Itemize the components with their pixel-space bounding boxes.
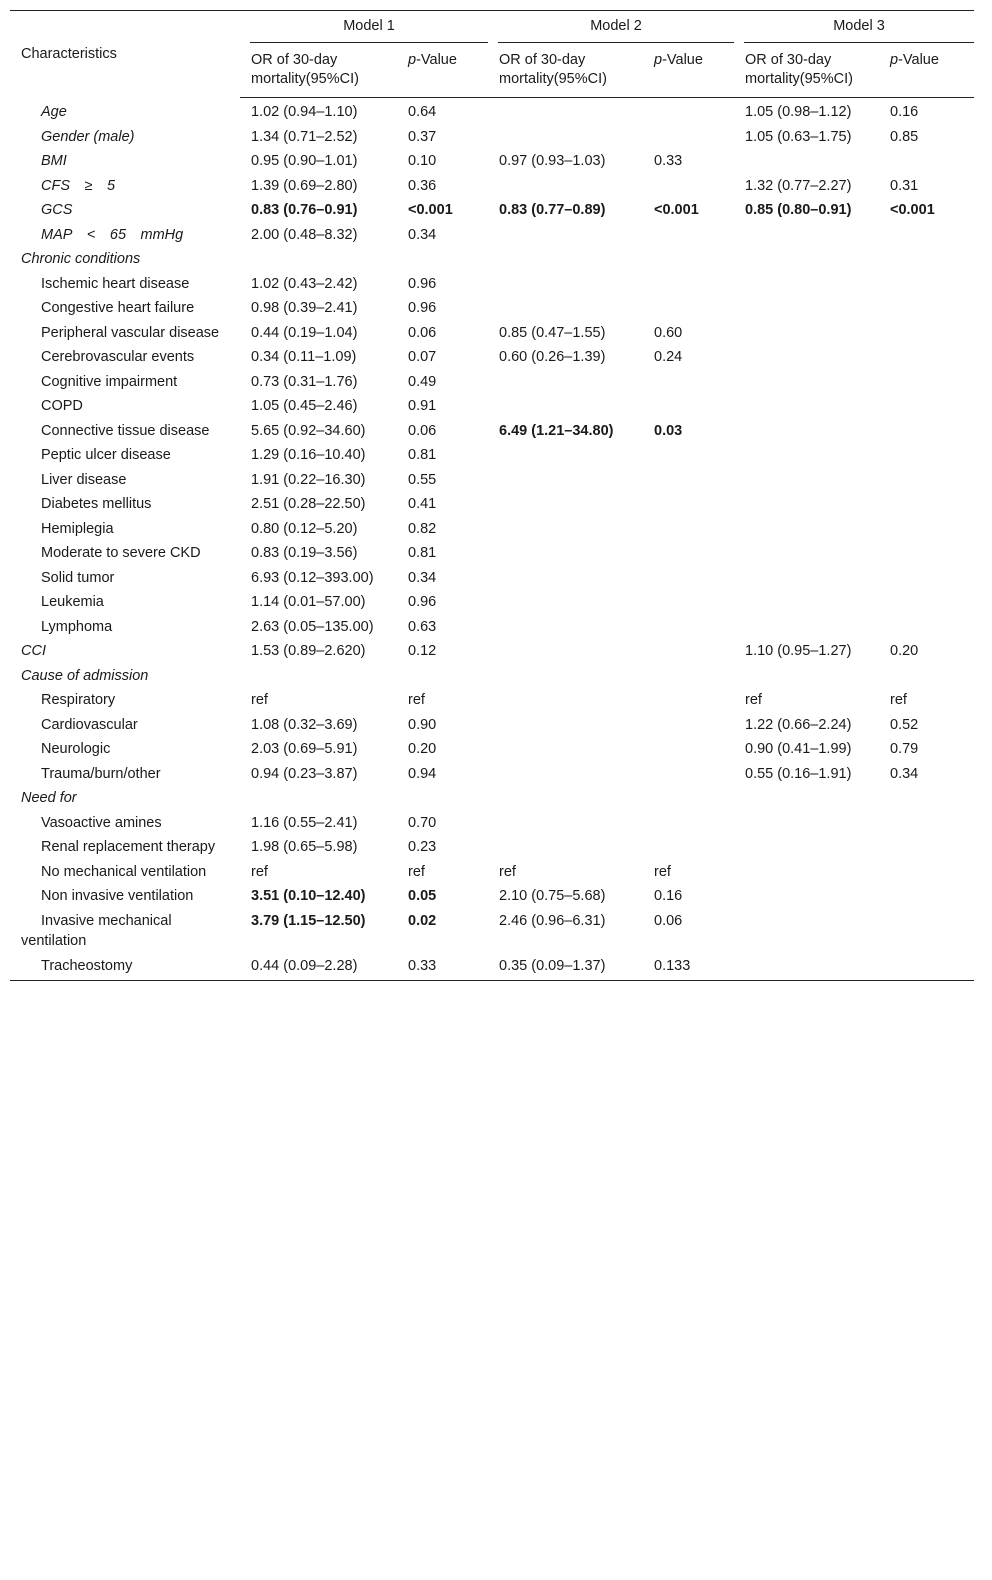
model-1-or-cell: 2.63 (0.05–135.00) (251, 618, 374, 635)
model-2-or-cell (488, 515, 643, 540)
model-2-or-cell (488, 613, 643, 638)
model-1-or-cell: 3.79 (1.15–12.50) (251, 912, 366, 929)
model-1-p-cell: 0.82 (408, 520, 437, 537)
model-2-or-cell (488, 98, 643, 123)
model-3-p-header: p-Value (879, 43, 974, 98)
model-3-or-cell (734, 809, 879, 834)
model-2-or-cell (488, 123, 643, 148)
model-1-p-cell: 0.91 (408, 398, 437, 414)
model-1-or-cell: 0.44 (0.19–1.04) (251, 324, 358, 341)
model-2-p-cell (643, 123, 734, 148)
model-3-or-cell: 1.05 (0.63–1.75) (745, 128, 852, 145)
row-label: Gender (male) (41, 128, 135, 145)
model-1-or-cell: 0.98 (0.39–2.41) (251, 300, 358, 316)
table-row (10, 613, 974, 638)
table-row (10, 172, 974, 197)
model-1-or-cell: 0.94 (0.23–3.87) (251, 765, 358, 782)
table-row (10, 564, 974, 589)
model-2-p-cell (643, 490, 734, 515)
model-1-or-cell: 1.05 (0.45–2.46) (251, 398, 358, 414)
table-row (10, 882, 974, 907)
model-3-or-cell: 1.22 (0.66–2.24) (745, 716, 852, 733)
model-3-p-cell (879, 147, 974, 172)
model-3-p-cell (879, 539, 974, 564)
table-row (10, 392, 974, 417)
row-label: Chronic conditions (21, 251, 141, 267)
model-2-or-cell: 0.35 (0.09–1.37) (488, 952, 643, 981)
model-3-or-cell (734, 907, 879, 952)
model-1-or-cell: 1.08 (0.32–3.69) (251, 716, 358, 733)
model-2-p-cell (643, 221, 734, 246)
model-1-p-cell: 0.90 (408, 716, 437, 733)
model-3-or-cell: 0.55 (0.16–1.91) (745, 765, 852, 782)
model-3-header: Model 3 (734, 11, 974, 44)
model-1-p-cell: 0.96 (408, 275, 437, 292)
row-label: Trauma/burn/other (41, 765, 161, 782)
model-1-p-cell: 0.05 (408, 888, 437, 904)
table-row (10, 98, 974, 123)
model-1-p-cell: 0.96 (408, 594, 437, 610)
model-2-p-cell: 0.33 (654, 153, 683, 169)
model-2-or-cell (488, 466, 643, 491)
model-3-p-cell (879, 319, 974, 344)
model-3-p-cell: 0.79 (890, 741, 919, 757)
model-3-or-cell: 1.05 (0.98–1.12) (745, 104, 852, 120)
row-label: Leukemia (41, 594, 104, 610)
model-2-p-cell (643, 613, 734, 638)
row-label: Peripheral vascular disease (41, 324, 220, 341)
model-2-p-cell (643, 809, 734, 834)
model-2-p-cell (643, 294, 734, 319)
model-3-or-cell (734, 343, 879, 368)
model-1-p-cell: 0.07 (408, 349, 437, 365)
model-3-or-header: OR of 30-day mortality(95%CI) (734, 43, 879, 98)
model-2-or-cell (488, 539, 643, 564)
model-2-p-cell (643, 515, 734, 540)
model-3-p-cell: 0.85 (890, 128, 919, 145)
model-1-p-cell: 0.06 (408, 422, 437, 439)
row-label: Neurologic (41, 741, 111, 757)
model-3-p-cell: 0.34 (890, 765, 919, 782)
model-1-p-cell: 0.37 (408, 128, 437, 145)
table-row (10, 907, 974, 952)
model-3-or-cell: 1.32 (0.77–2.27) (745, 177, 852, 194)
model-1-p-cell: 0.23 (408, 839, 437, 855)
model-1-or-cell: 6.93 (0.12–393.00) (251, 569, 374, 586)
model-3-or-cell (734, 882, 879, 907)
model-2-or-cell: 0.60 (0.26–1.39) (499, 349, 606, 365)
row-label: Peptic ulcer disease (41, 447, 171, 463)
model-3-or-cell (734, 368, 879, 393)
model-3-or-cell: 1.10 (0.95–1.27) (745, 643, 852, 659)
model-1-or-cell: 2.03 (0.69–5.91) (251, 741, 358, 757)
model-1-p-cell: 0.55 (408, 471, 437, 488)
model-1-or-cell: 1.02 (0.43–2.42) (251, 275, 358, 292)
row-label: No mechanical ventilation (41, 863, 207, 880)
model-3-p-cell (879, 221, 974, 246)
model-1-p-cell: ref (408, 863, 425, 880)
row-label: Liver disease (41, 471, 127, 488)
row-label: Diabetes mellitus (41, 496, 152, 512)
model-3-or-cell: 0.90 (0.41–1.99) (745, 741, 852, 757)
table-row (10, 588, 974, 613)
table-row (10, 147, 974, 172)
model-3-p-cell (879, 294, 974, 319)
model-2-or-cell (488, 686, 643, 711)
model-3-p-cell: 0.52 (890, 716, 919, 733)
row-label: Respiratory (41, 692, 116, 708)
model-2-or-cell: ref (499, 863, 516, 880)
table-row (10, 833, 974, 858)
model-1-or-cell: 0.95 (0.90–1.01) (251, 153, 358, 169)
table-row (10, 858, 974, 883)
model-2-or-cell: 0.97 (0.93–1.03) (499, 153, 606, 169)
model-2-p-cell: 0.60 (654, 324, 683, 341)
model-2-or-cell: 6.49 (1.21–34.80) (499, 422, 614, 439)
model-2-or-cell: 2.46 (0.96–6.31) (499, 912, 606, 929)
model-3-p-cell (879, 515, 974, 540)
model-1-p-cell: 0.49 (408, 373, 437, 390)
model-3-p-cell (879, 441, 974, 466)
results-table-container (10, 10, 974, 981)
model-3-p-cell (879, 833, 974, 858)
model-2-p-cell: <0.001 (654, 202, 699, 218)
model-3-p-cell: 0.20 (890, 643, 919, 659)
model-2-or-cell (488, 294, 643, 319)
row-label: Non invasive ventilation (41, 888, 194, 904)
row-label: MAP < 65 mmHg (41, 226, 184, 243)
model-2-p-cell: ref (654, 863, 671, 880)
table-row (10, 735, 974, 760)
model-2-p-cell (643, 466, 734, 491)
row-label: Cognitive impairment (41, 373, 178, 390)
table-row (10, 490, 974, 515)
odds-ratio-table (10, 10, 974, 981)
table-row (10, 760, 974, 785)
model-1-or-cell: 1.02 (0.94–1.10) (251, 104, 358, 120)
model-2-or-cell (488, 637, 643, 662)
model-2-p-cell: 0.16 (654, 888, 683, 904)
row-label: Renal replacement therapy (41, 839, 216, 855)
table-row (10, 809, 974, 834)
model-3-p-cell (879, 343, 974, 368)
model-2-p-header: p-Value (643, 43, 734, 98)
table-row (10, 441, 974, 466)
model-1-p-cell: <0.001 (408, 202, 453, 218)
model-3-p-cell: <0.001 (890, 202, 935, 218)
row-label: Lymphoma (41, 618, 113, 635)
model-1-p-cell: 0.41 (408, 496, 437, 512)
table-row (10, 123, 974, 148)
model-1-p-cell: 0.36 (408, 177, 437, 194)
model-3-p-cell: ref (890, 692, 907, 708)
model-2-or-cell (488, 711, 643, 736)
model-3-p-cell: 0.31 (890, 177, 919, 194)
model-3-or-cell (734, 613, 879, 638)
model-2-or-cell: 2.10 (0.75–5.68) (499, 888, 606, 904)
model-2-p-cell: 0.133 (643, 952, 734, 981)
table-row (10, 368, 974, 393)
row-label: Cause of admission (21, 667, 149, 684)
model-1-or-cell: 0.34 (0.11–1.09) (251, 349, 357, 365)
model-3-p-cell (879, 882, 974, 907)
model-1-p-cell: 0.02 (408, 912, 437, 929)
model-1-or-cell: 0.73 (0.31–1.76) (251, 373, 358, 390)
model-3-or-cell (734, 564, 879, 589)
model-3-or-cell (734, 221, 879, 246)
model-1-p-cell: 0.06 (408, 324, 437, 341)
model-2-or-cell (488, 564, 643, 589)
table-row (10, 270, 974, 295)
model-2-p-cell (643, 539, 734, 564)
model-2-p-cell (643, 735, 734, 760)
model-3-or-cell: 0.85 (0.80–0.91) (745, 202, 852, 218)
model-3-or-cell (734, 466, 879, 491)
model-2-p-cell (643, 760, 734, 785)
model-1-p-header: p-Value (397, 43, 488, 98)
row-label: Vasoactive amines (41, 814, 162, 831)
model-2-p-cell (643, 833, 734, 858)
model-2-or-cell (488, 270, 643, 295)
characteristics-header: Characteristics (10, 11, 240, 98)
model-1-p-cell: 0.33 (397, 952, 488, 981)
model-1-or-cell: 1.39 (0.69–2.80) (251, 177, 358, 194)
empty-cell (240, 245, 974, 270)
row-label: Ischemic heart disease (41, 275, 190, 292)
model-2-p-cell (643, 711, 734, 736)
model-1-or-cell: 3.51 (0.10–12.40) (251, 888, 366, 904)
model-2-p-cell (643, 686, 734, 711)
model-3-or-cell (734, 270, 879, 295)
model-3-or-cell (734, 294, 879, 319)
row-label: BMI (41, 153, 67, 169)
model-1-p-cell: 0.64 (408, 104, 437, 120)
table-row (10, 319, 974, 344)
model-2-or-cell (488, 172, 643, 197)
model-1-or-cell: 0.83 (0.19–3.56) (251, 545, 358, 561)
model-1-or-cell: 1.14 (0.01–57.00) (251, 594, 366, 610)
model-3-or-cell (734, 858, 879, 883)
model-1-p-cell: 0.70 (408, 814, 437, 831)
model-1-or-cell: 1.34 (0.71–2.52) (251, 128, 358, 145)
model-3-or-cell (734, 441, 879, 466)
model-3-or-cell (734, 833, 879, 858)
model-2-or-cell (488, 221, 643, 246)
row-label: CFS ≥ 5 (41, 177, 116, 194)
model-3-or-cell (734, 539, 879, 564)
model-3-p-cell (879, 270, 974, 295)
table-row (10, 686, 974, 711)
table-row (10, 952, 974, 981)
model-2-p-cell (643, 98, 734, 123)
empty-cell (240, 662, 974, 687)
row-label: Congestive heart failure (41, 300, 195, 316)
row-label: Invasive mechanical ventilation (21, 912, 172, 949)
model-3-p-cell (879, 952, 974, 981)
row-label: Tracheostomy (10, 952, 240, 981)
model-1-p-cell: 0.96 (408, 300, 437, 316)
model-2-p-cell: 0.24 (654, 349, 683, 365)
row-label: GCS (41, 202, 73, 218)
model-2-or-cell (488, 392, 643, 417)
model-2-or-cell (488, 490, 643, 515)
model-1-or-cell: 1.53 (0.89–2.620) (251, 643, 366, 659)
model-2-p-cell (643, 392, 734, 417)
model-1-or-cell: 0.83 (0.76–0.91) (251, 202, 358, 218)
model-3-or-cell (734, 952, 879, 981)
model-1-or-cell: ref (251, 863, 268, 880)
model-1-p-cell: 0.20 (408, 741, 437, 757)
model-2-or-header: OR of 30-day mortality(95%CI) (488, 43, 643, 98)
model-3-p-cell: 0.16 (890, 104, 919, 120)
model-1-or-cell: 2.51 (0.28–22.50) (251, 496, 366, 512)
model-2-or-cell: 0.85 (0.47–1.55) (499, 324, 606, 341)
model-3-p-cell (879, 466, 974, 491)
model-3-p-cell (879, 613, 974, 638)
model-1-or-cell: ref (251, 692, 268, 708)
model-1-p-cell: 0.81 (408, 545, 437, 561)
model-3-p-cell (879, 858, 974, 883)
section-header-row (10, 662, 974, 687)
table-row (10, 343, 974, 368)
model-3-or-cell (734, 490, 879, 515)
model-1-or-cell: 1.98 (0.65–5.98) (251, 839, 358, 855)
table-row (10, 539, 974, 564)
table-row (10, 515, 974, 540)
model-1-p-cell: 0.10 (408, 153, 437, 169)
model-3-p-cell (879, 907, 974, 952)
row-label: Moderate to severe CKD (41, 545, 201, 561)
model-1-p-cell: 0.81 (408, 447, 437, 463)
model-1-or-cell: 0.44 (0.09–2.28) (240, 952, 397, 981)
model-2-p-cell: 0.06 (654, 912, 683, 929)
row-label: Need for (21, 790, 77, 806)
model-1-or-cell: 1.91 (0.22–16.30) (251, 471, 366, 488)
model-3-or-cell (734, 392, 879, 417)
model-1-p-cell: 0.12 (408, 643, 437, 659)
table-row (10, 417, 974, 442)
table-row (10, 637, 974, 662)
table-row (10, 294, 974, 319)
model-3-p-cell (879, 564, 974, 589)
model-1-or-cell: 0.80 (0.12–5.20) (251, 520, 358, 537)
model-3-p-cell (879, 392, 974, 417)
table-body (10, 98, 974, 981)
model-3-p-cell (879, 417, 974, 442)
model-3-p-cell (879, 588, 974, 613)
model-2-or-cell (488, 833, 643, 858)
model-2-or-cell (488, 809, 643, 834)
model-3-or-cell (734, 417, 879, 442)
row-label: COPD (41, 398, 83, 414)
model-1-or-cell: 1.16 (0.55–2.41) (251, 814, 358, 831)
model-2-p-cell (643, 441, 734, 466)
model-1-or-cell: 2.00 (0.48–8.32) (251, 226, 358, 243)
table-header (10, 11, 974, 98)
row-label: Cardiovascular (41, 716, 138, 733)
row-label: Age (41, 103, 67, 120)
model-1-or-cell: 5.65 (0.92–34.60) (251, 422, 366, 439)
table-row (10, 711, 974, 736)
row-label: Solid tumor (41, 569, 115, 586)
model-2-p-cell: 0.03 (654, 422, 683, 439)
model-1-or-cell: 1.29 (0.16–10.40) (251, 447, 366, 463)
model-2-or-cell (488, 588, 643, 613)
model-3-or-cell (734, 319, 879, 344)
model-1-p-cell: 0.94 (408, 765, 437, 782)
model-2-p-cell (643, 270, 734, 295)
model-1-p-cell: 0.34 (408, 569, 437, 586)
model-3-p-cell (879, 490, 974, 515)
model-2-p-cell (643, 368, 734, 393)
model-2-p-cell (643, 637, 734, 662)
model-2-or-cell (488, 441, 643, 466)
model-3-or-cell (734, 515, 879, 540)
row-label: Cerebrovascular events (41, 349, 195, 365)
model-3-or-cell (734, 147, 879, 172)
model-1-p-cell: 0.34 (408, 226, 437, 243)
table-row (10, 466, 974, 491)
model-2-or-cell: 0.83 (0.77–0.89) (499, 202, 606, 218)
empty-cell (240, 784, 974, 809)
section-header-row (10, 784, 974, 809)
row-label: CCI (21, 643, 46, 659)
model-1-header: Model 1 (240, 11, 488, 44)
model-3-or-cell: ref (745, 692, 762, 708)
model-2-p-cell (643, 172, 734, 197)
row-label: Hemiplegia (41, 520, 114, 537)
row-label: Connective tissue disease (41, 422, 210, 439)
table-row (10, 196, 974, 221)
model-2-header: Model 2 (488, 11, 734, 44)
model-2-p-cell (643, 588, 734, 613)
table-row (10, 221, 974, 246)
section-header-row (10, 245, 974, 270)
model-3-or-cell (734, 588, 879, 613)
model-2-or-cell (488, 368, 643, 393)
model-2-or-cell (488, 760, 643, 785)
model-1-or-header: OR of 30-day mortality(95%CI) (240, 43, 397, 98)
model-2-p-cell (643, 564, 734, 589)
model-1-p-cell: ref (408, 692, 425, 708)
model-3-p-cell (879, 809, 974, 834)
model-3-p-cell (879, 368, 974, 393)
model-2-or-cell (488, 735, 643, 760)
model-1-p-cell: 0.63 (408, 618, 437, 635)
